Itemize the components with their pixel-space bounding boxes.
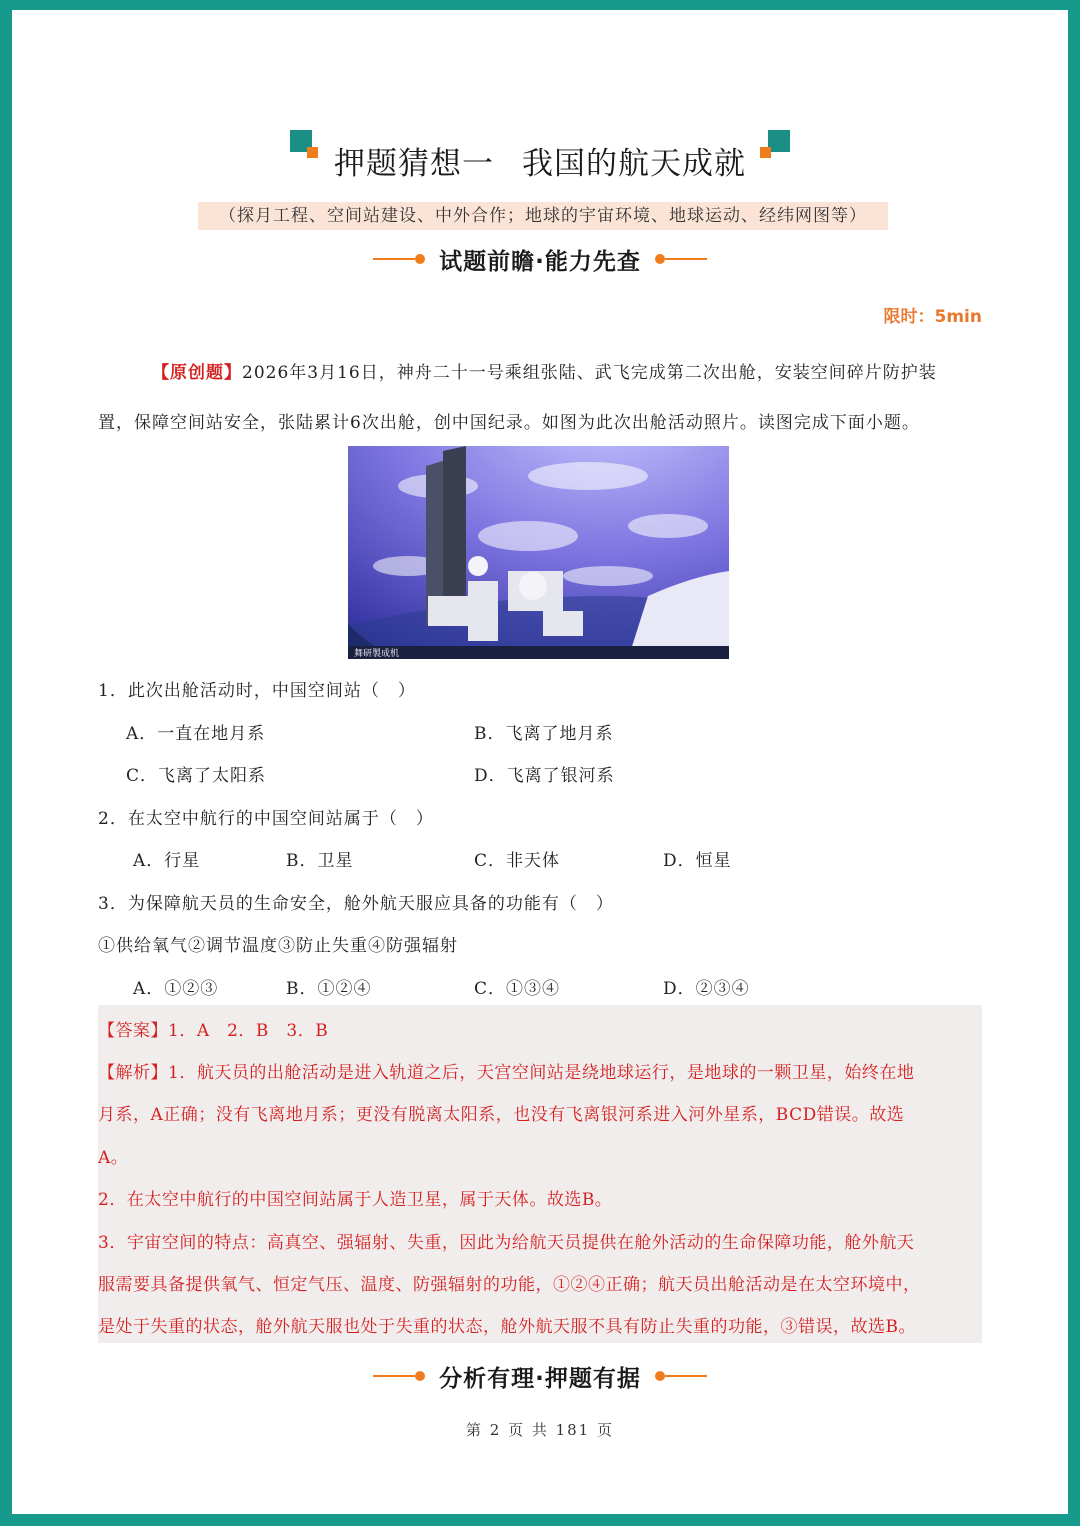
question-3-option-c: C．①③④ xyxy=(474,979,561,999)
question-2-option-b: B．卫星 xyxy=(286,851,354,871)
title-area xyxy=(12,138,1068,183)
document-page xyxy=(12,10,1068,1514)
analysis-line-5: 3．宇宙空间的特点：高真空、强辐射、失重，因此为给航天员提供在舱外活动的生命保障功能，舱外航天 xyxy=(98,1233,915,1253)
spacewalk-photo xyxy=(348,446,729,659)
question-3-stem: 3．为保障航天员的生命安全，舱外航天服应具备的功能有（ ） xyxy=(98,894,614,914)
question-3-option-d: D．②③④ xyxy=(663,979,750,999)
page-footer: 第 2 页 共 181 页 xyxy=(465,1421,614,1439)
analysis-line-7: 是处于失重的状态，舱外航天服也处于失重的状态，舱外航天服不具有防止失重的功能，③错误，故选B。 xyxy=(98,1317,916,1337)
question-1-stem: 1．此次出舱活动时，中国空间站（ ） xyxy=(98,681,416,701)
intro-line-1: 【原创题】2026年3月16日，神舟二十一号乘组张陆、武飞完成第二次出舱，安装空间碎片防护装 xyxy=(152,363,937,383)
photo-watermark: 舞研製成机 xyxy=(354,649,400,659)
subtitle-banner: （探月工程、空间站建设、中外合作；地球的宇宙环境、地球运动、经纬网图等） xyxy=(198,202,888,230)
analysis-line-1: 【解析】1．航天员的出舱活动是进入轨道之后，天宫空间站是绕地球运行，是地球的一颗卫星，始终在地 xyxy=(98,1063,915,1083)
section-heading-analysis xyxy=(12,1359,1068,1393)
analysis-line-2: 月系，A正确；没有飞离地月系；更没有脱离太阳系，也没有飞离银河系进入河外星系，BCD错误。故选 xyxy=(98,1105,905,1125)
time-limit: 限时：5min xyxy=(883,307,982,327)
question-1-option-b: B．飞离了地月系 xyxy=(474,724,614,744)
title-decoration-right xyxy=(764,130,790,156)
question-3-items: ①供给氧气②调节温度③防止失重④防强辐射 xyxy=(98,936,458,956)
original-question-tag: 【原创题】 xyxy=(152,363,242,383)
section-heading-label: 分析有理·押题有据 xyxy=(439,1365,641,1392)
answer-key: 【答案】1．A 2．B 3．B xyxy=(98,1021,329,1041)
analysis-line-6: 服需要具备提供氧气、恒定气压、温度、防强辐射的功能，①②④正确；航天员出舱活动是在太空环境中， xyxy=(98,1275,921,1295)
title-part2: 我国的航天成就 xyxy=(522,146,746,182)
title-part1: 押题猜想一 xyxy=(334,146,494,182)
page-title xyxy=(334,138,746,183)
section-heading-label: 试题前瞻·能力先查 xyxy=(439,248,641,275)
question-2-option-a: A．行星 xyxy=(133,851,201,871)
section-heading-preview xyxy=(12,242,1068,276)
question-1-option-d: D．飞离了银河系 xyxy=(474,766,615,786)
question-3-option-a: A．①②③ xyxy=(133,979,219,999)
question-2-stem: 2．在太空中航行的中国空间站属于（ ） xyxy=(98,809,434,829)
question-1-option-c: C．飞离了太阳系 xyxy=(126,766,267,786)
analysis-line-3: A。 xyxy=(98,1148,129,1168)
question-2-option-d: D．恒星 xyxy=(663,851,732,871)
intro-line-2: 置，保障空间站安全，张陆累计6次出舱，创中国纪录。如图为此次出舱活动照片。读图完成下面小题。 xyxy=(98,413,920,433)
question-2-option-c: C．非天体 xyxy=(474,851,561,871)
analysis-line-4: 2．在太空中航行的中国空间站属于人造卫星，属于天体。故选B。 xyxy=(98,1190,613,1210)
question-1-option-a: A．一直在地月系 xyxy=(126,724,266,744)
question-3-option-b: B．①②④ xyxy=(286,979,372,999)
